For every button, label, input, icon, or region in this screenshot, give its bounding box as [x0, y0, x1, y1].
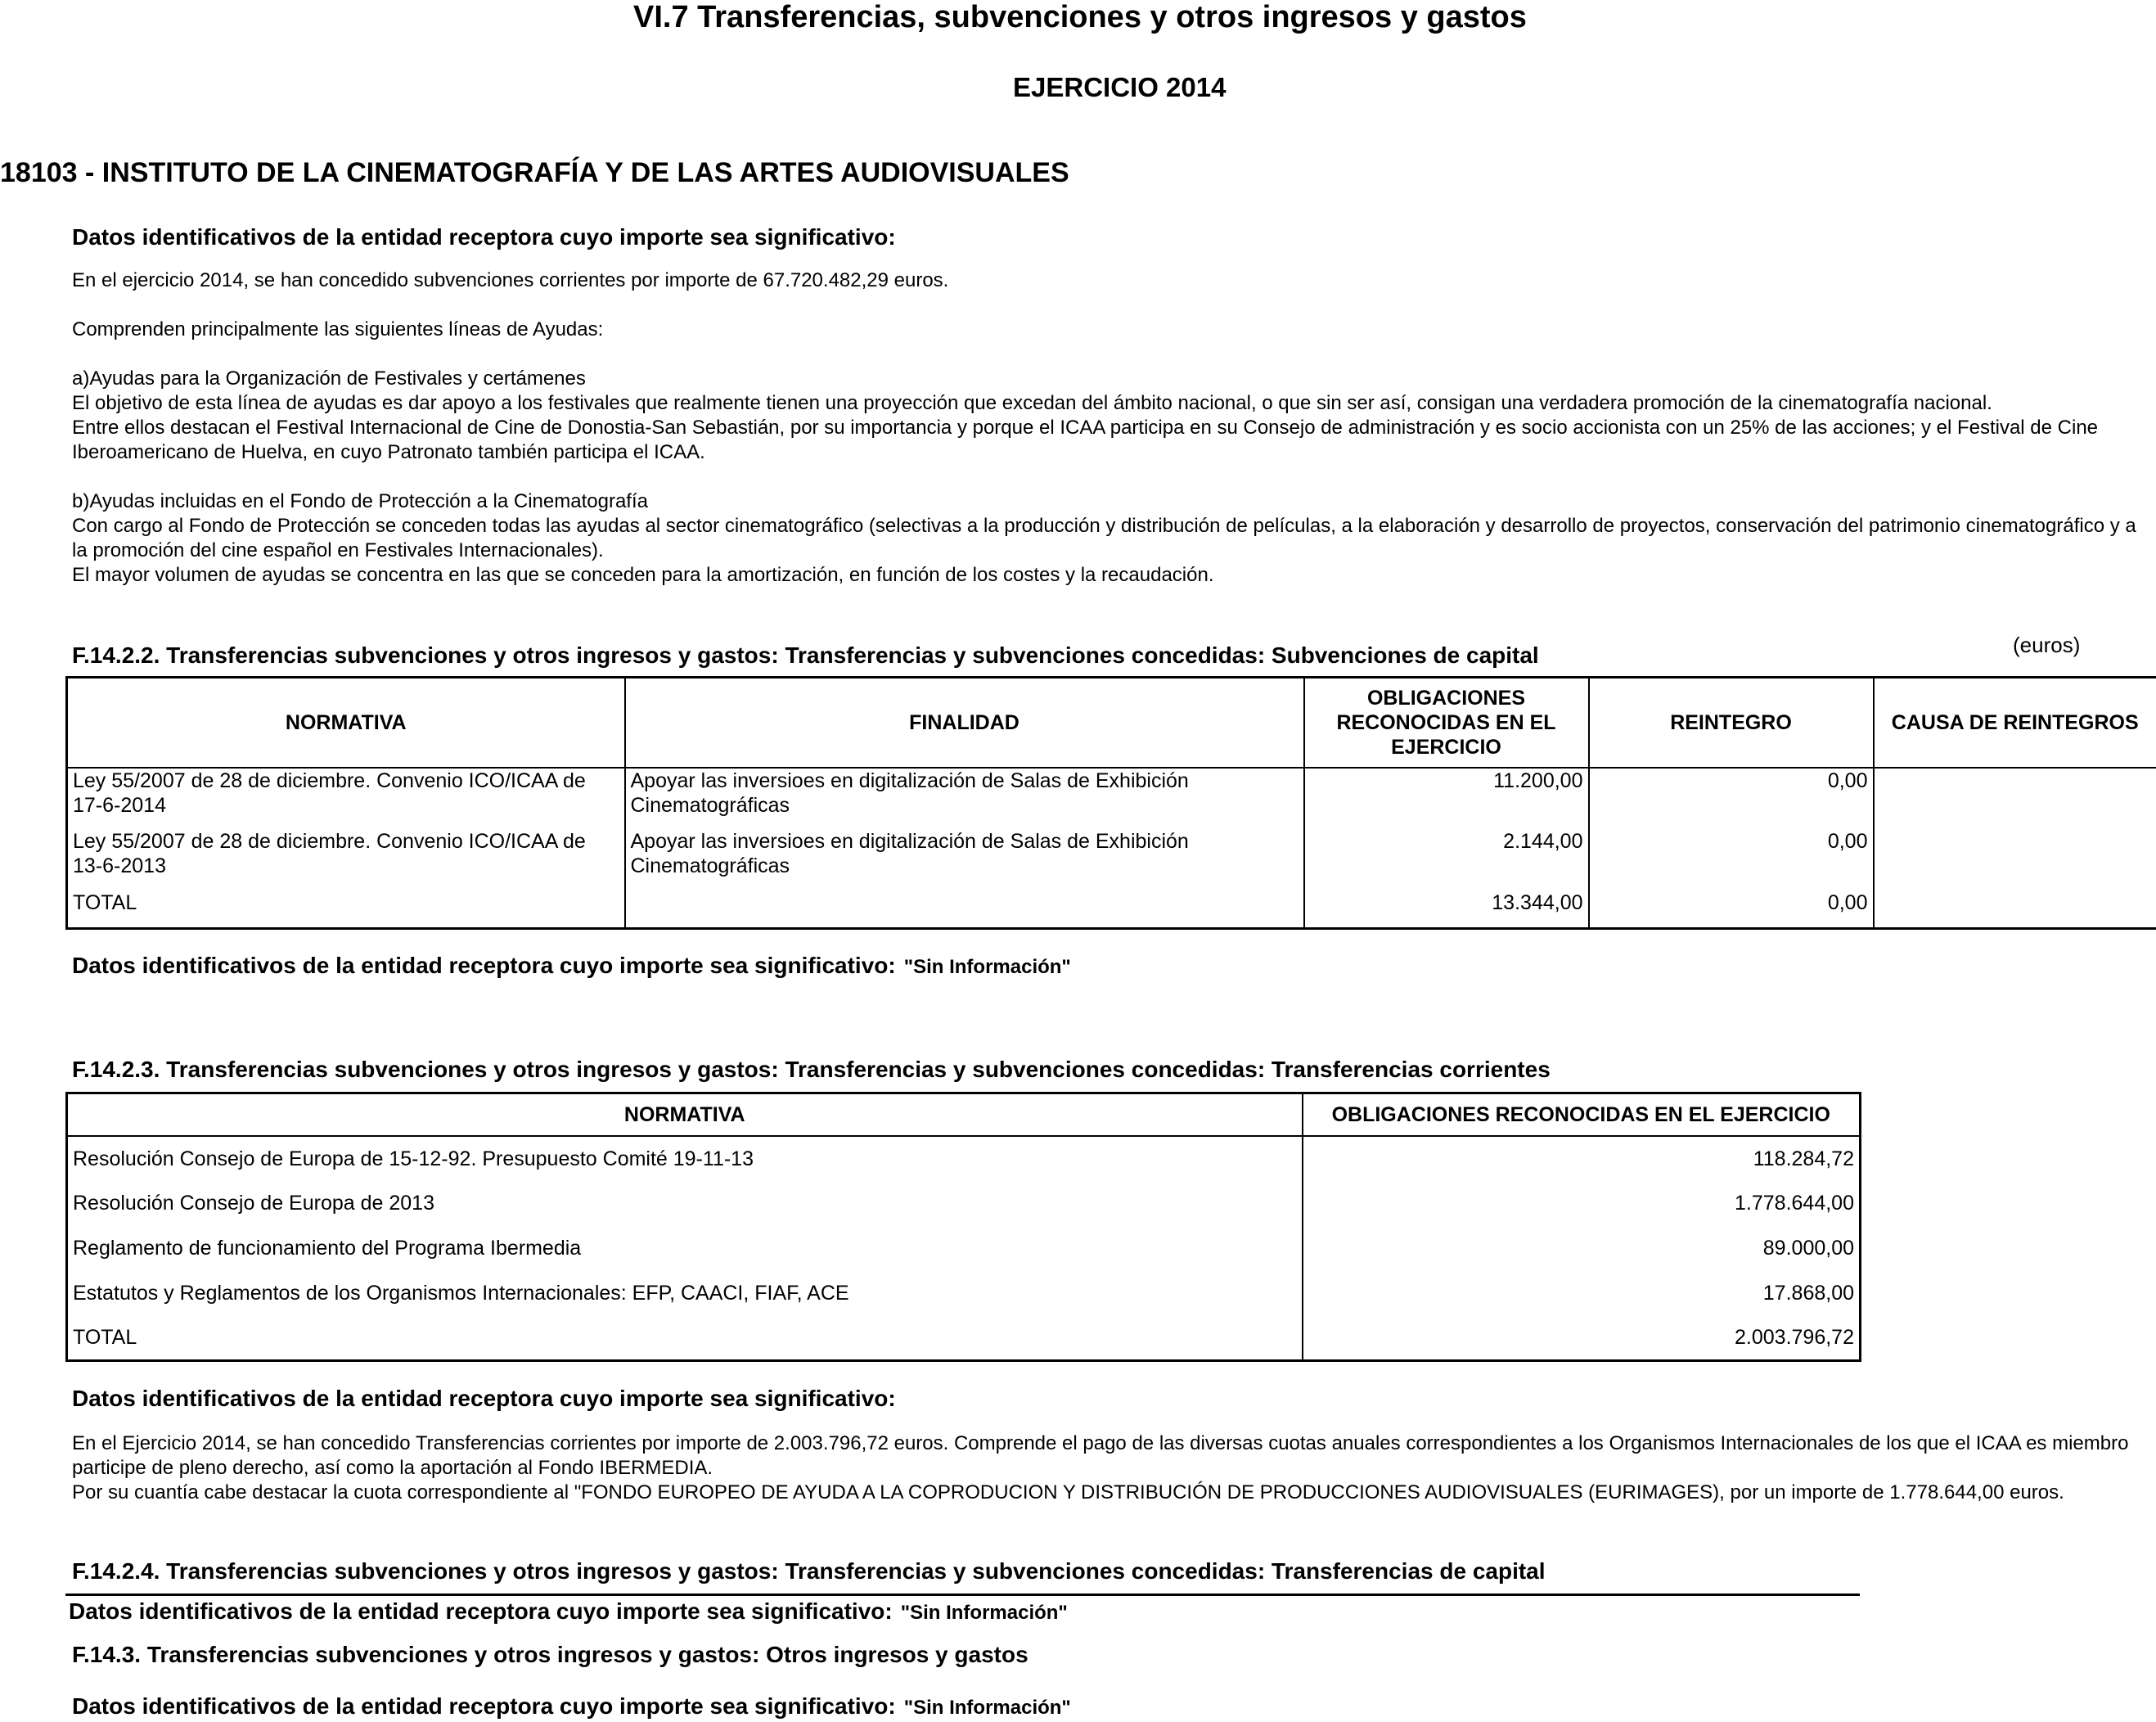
paragraph: Entre ellos destacan el Festival Internacional de Cine de Donostia-San Sebastián, por su importancia y porque el ICAA participa en su Consejo de administración y es socio accionista con un 25% de las acciones; y el Festival de Cine Iberoamericano de Huelva, en cuyo Patronato también participa el ICAA. — [72, 417, 2099, 463]
page-title: VI.7 Transferencias, subvenciones y otros ingresos y gastos — [633, 0, 1527, 34]
paragraph — [72, 465, 2142, 489]
header-reintegro: REINTEGRO — [1589, 678, 1874, 768]
sin-informacion: "Sin Información" — [900, 1602, 1068, 1624]
paragraph: El objetivo de esta línea de ayudas es dar apoyo a los festivales que realmente tienen una proyección que excedan del ámbito nacional, o que sin ser así, consigan una verdadera promoción de la cinematografía nacional. — [72, 392, 1992, 414]
cell-normativa: Reglamento de funcionamiento del Programa Ibermedia — [67, 1226, 1303, 1271]
current-transfers-table — [65, 1092, 1861, 1362]
cell-finalidad: Apoyar las inversioes en digitalización de Salas de Exhibición Cinematográficas — [625, 829, 1304, 890]
table-total-row — [67, 890, 2156, 929]
total-label: TOTAL — [67, 1316, 1303, 1361]
sin-informacion: "Sin Información" — [903, 1697, 1071, 1719]
paragraph: b)Ayudas incluidas en el Fondo de Protección a la Cinematografía — [72, 490, 648, 512]
header-normativa: NORMATIVA — [67, 1093, 1303, 1136]
header-causa: CAUSA DE REINTEGROS — [1874, 678, 2156, 768]
paragraph: Por su cuantía cabe destacar la cuota correspondiente al "FONDO EUROPEO DE AYUDA A LA COPRODUCION Y DISTRIBUCIÓN DE PRODUCCIONES AUDIOVISUALES (EURIMAGES), por un importe de 1.778.644,00 euros. — [72, 1481, 2064, 1503]
total-reintegro: 0,00 — [1589, 890, 1874, 929]
table-row — [67, 1271, 1861, 1316]
cell-reintegro: 0,00 — [1589, 829, 1874, 890]
datos-label: Datos identificativos de la entidad receptora cuyo importe sea significativo: — [72, 953, 896, 978]
paragraph: Con cargo al Fondo de Protección se conceden todas las ayudas al sector cinematográfico (selectivas a la producción y distribución de películas, a la elaboración y desarrollo de proyectos, conservación del patrimonio cinematográfico y a la promoción del cine español en Festivales Internacionales). — [72, 515, 2136, 561]
capital-subsidies-table — [65, 676, 2156, 930]
section-corrientes-title: F.14.2.3. Transferencias subvenciones y otros ingresos y gastos: Transferencias y subvenciones concedidas: Transferencias corrientes — [72, 1057, 1551, 1082]
units-label: (euros) — [2013, 633, 2081, 657]
sin-informacion: "Sin Información" — [903, 956, 1071, 978]
cell-normativa: Ley 55/2007 de 28 de diciembre. Convenio ICO/ICAA de 17-6-2014 — [67, 768, 625, 829]
section-otros-title: F.14.3. Transferencias subvenciones y otros ingresos y gastos: Otros ingresos y gastos — [72, 1642, 1028, 1667]
entity-heading: 18103 - INSTITUTO DE LA CINEMATOGRAFÍA Y DE LAS ARTES AUDIOVISUALES — [0, 157, 1069, 188]
paragraph: a)Ayudas para la Organización de Festivales y certámenes — [72, 367, 586, 390]
cell-obligaciones: 89.000,00 — [1303, 1226, 1861, 1271]
cell-causa — [1874, 829, 2156, 890]
cell-normativa: Estatutos y Reglamentos de los Organismos Internacionales: EFP, CAACI, FIAF, ACE — [67, 1271, 1303, 1316]
section-capital-transfers-title: F.14.2.4. Transferencias subvenciones y otros ingresos y gastos: Transferencias y subvenciones concedidas: Transferencias de capital — [72, 1558, 1546, 1584]
cell-normativa: Resolución Consejo de Europa de 2013 — [67, 1181, 1303, 1226]
total-label: TOTAL — [67, 890, 625, 929]
cell-causa — [1874, 768, 2156, 829]
datos-otros — [72, 1693, 1071, 1720]
paragraph — [72, 293, 2142, 318]
datos-label: Datos identificativos de la entidad receptora cuyo importe sea significativo: — [69, 1598, 893, 1624]
total-empty — [625, 890, 1304, 929]
cell-finalidad: Apoyar las inversioes en digitalización de Salas de Exhibición Cinematográficas — [625, 768, 1304, 829]
header-finalidad: FINALIDAD — [625, 678, 1304, 768]
cell-normativa: Ley 55/2007 de 28 de diciembre. Convenio ICO/ICAA de 13-6-2013 — [67, 829, 625, 890]
table-row — [67, 1136, 1861, 1181]
cell-normativa: Resolución Consejo de Europa de 15-12-92. Presupuesto Comité 19-11-13 — [67, 1136, 1303, 1181]
table-total-row — [67, 1316, 1861, 1361]
section-capital-title: F.14.2.2. Transferencias subvenciones y otros ingresos y gastos: Transferencias y subvenciones concedidas: Subvenciones de capital — [72, 642, 1539, 668]
total-causa-empty — [1874, 890, 2156, 929]
cell-obligaciones: 118.284,72 — [1303, 1136, 1861, 1181]
table-row — [67, 1226, 1861, 1271]
table-row — [67, 829, 2156, 890]
header-normativa: NORMATIVA — [67, 678, 625, 768]
cell-obligaciones: 17.868,00 — [1303, 1271, 1861, 1316]
header-obligaciones: OBLIGACIONES RECONOCIDAS EN EL EJERCICIO — [1303, 1093, 1861, 1136]
datos-corrientes-label: Datos identificativos de la entidad receptora cuyo importe sea significativo: — [72, 1386, 896, 1411]
ejercicio-heading: EJERCICIO 2014 — [1013, 72, 1227, 102]
divider — [65, 1594, 1860, 1596]
intro-text — [72, 268, 2142, 588]
paragraph: El mayor volumen de ayudas se concentra en las que se conceden para la amortización, en función de los costes y la recaudación. — [72, 564, 1214, 586]
paragraph — [72, 342, 2142, 367]
table-header-row — [67, 678, 2156, 768]
cell-obligaciones: 2.144,00 — [1304, 829, 1589, 890]
table-row — [67, 1181, 1861, 1226]
paragraph: En el ejercicio 2014, se han concedido subvenciones corrientes por importe de 67.720.482,29 euros. — [72, 269, 949, 291]
total-obligaciones: 2.003.796,72 — [1303, 1316, 1861, 1361]
total-obligaciones: 13.344,00 — [1304, 890, 1589, 929]
datos-label: Datos identificativos de la entidad receptora cuyo importe sea significativo: — [72, 1693, 896, 1719]
cell-obligaciones: 11.200,00 — [1304, 768, 1589, 829]
header-obligaciones: OBLIGACIONES RECONOCIDAS EN EL EJERCICIO — [1304, 678, 1589, 768]
corrientes-text — [72, 1431, 2134, 1505]
paragraph: Comprenden principalmente las siguientes líneas de Ayudas: — [72, 318, 604, 340]
cell-reintegro: 0,00 — [1589, 768, 1874, 829]
paragraph: En el Ejercicio 2014, se han concedido Transferencias corrientes por importe de 2.003.796,72 euros. Comprende el pago de las diversas cuotas anuales correspondientes a los Organismos Internacionales de los que el ICAA es miembro participe de pleno derecho, así como la aportación al Fondo IBERMEDIA. — [72, 1432, 2129, 1479]
datos-label: Datos identificativos de la entidad receptora cuyo importe sea significativo: — [72, 224, 896, 250]
datos-capital — [72, 953, 1071, 979]
table-row — [67, 768, 2156, 829]
datos-capital-transfers — [69, 1598, 1068, 1625]
cell-obligaciones: 1.778.644,00 — [1303, 1181, 1861, 1226]
table-header-row — [67, 1093, 1861, 1136]
